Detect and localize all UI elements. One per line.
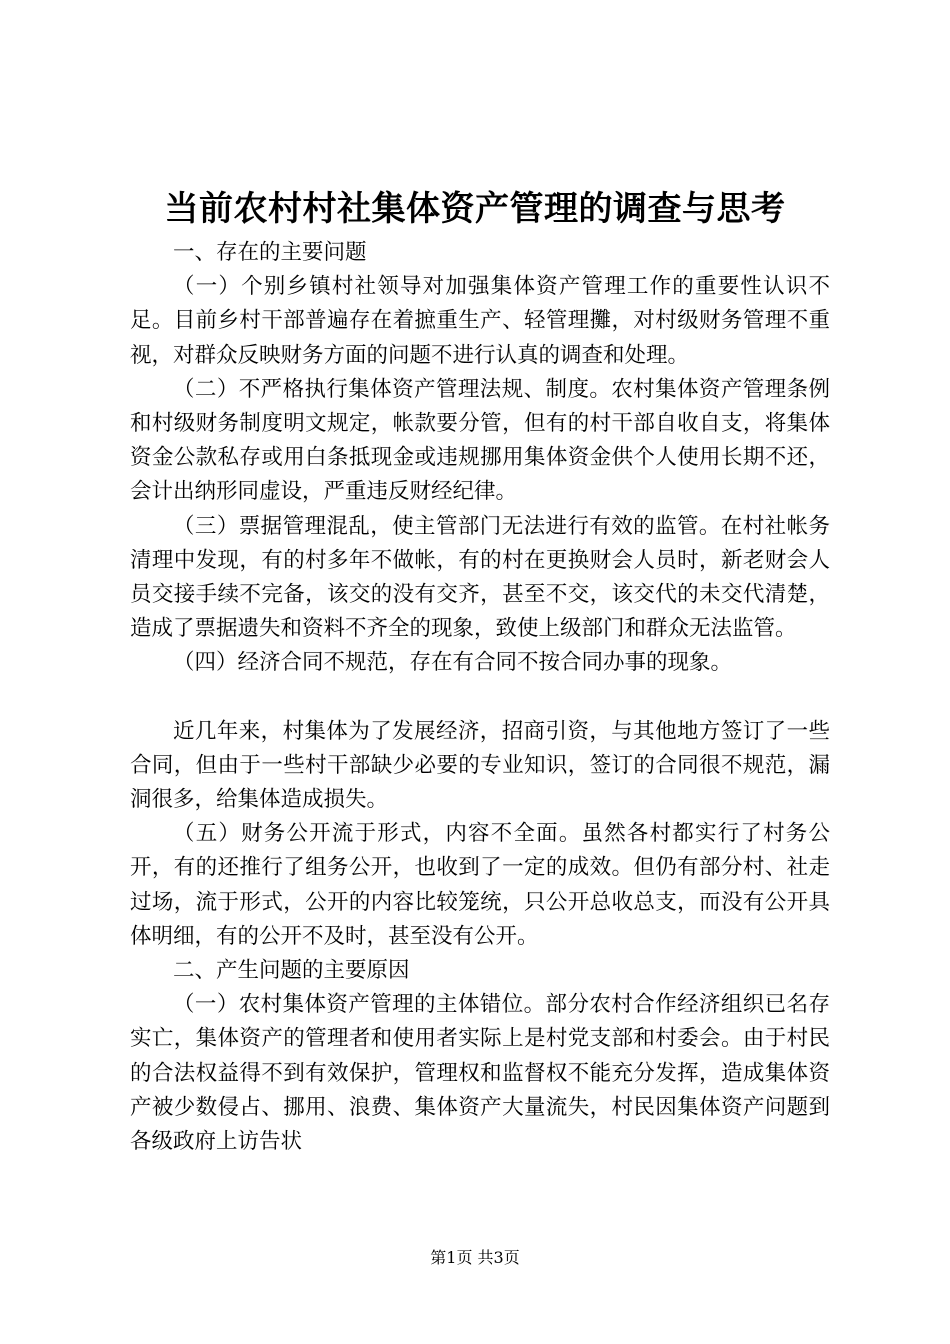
section-heading: 二、产生问题的主要原因 (173, 958, 410, 984)
page-number-footer: 第1页 共3页 (430, 1248, 520, 1267)
paragraph: （四）经济合同不规范，存在有合同不按合同办事的现象。 (173, 650, 733, 676)
paragraph: （一）个别乡镇村社领导对加强集体资产管理工作的重要性认识不足。目前乡村干部普遍存在着摭重生产、轻管理攤，对村级财务管理不重视，对群众反映财务方面的问题不进行认真的调查和处理。 (130, 274, 830, 368)
section-heading: 一、存在的主要问题 (173, 240, 367, 265)
paragraph: 近几年来，村集体为了发展经济，招商引资，与其他地方签订了一些合同，但由于一些村干部缺少必要的专业知识，签订的合同很不规范，漏洞很多，给集体造成损失。 (130, 718, 830, 813)
paragraph: （五）财务公开流于形式，内容不全面。虽然各村都实行了村务公开，有的还推行了组务公开，也收到了一定的成效。但仍有部分村、社走过场，流于形式，公开的内容比较笼统，只公开总收总支，而没有公开具体明细，有的公开不及时，甚至没有公开。 (130, 821, 830, 949)
paragraph: （三）票据管理混乱，使主管部门无法进行有效的监管。在村社帐务清理中发现，有的村多年不做帐，有的村在更换财会人员时，新老财会人员交接手续不完备，该交的没有交齐，甚至不交，该交代的未交代清楚，造成了票据遗失和资料不齐全的现象，致使上级部门和群众无法监管。 (130, 513, 830, 642)
document-body (130, 236, 830, 1159)
paragraph: （二）不严格执行集体资产管理法规、制度。农村集体资产管理条例和村级财务制度明文规定，帐款要分管，但有的村干部自收自支，将集体资金公款私存或用白条抵现金或违规挪用集体资金供个人使用长期不还，会计出纳形同虚设，严重违反财经纪律。 (130, 376, 830, 505)
paragraph: （一）农村集体资产管理的主体错位。部分农村合作经济组织已名存实亡，集体资产的管理者和使用者实际上是村党支部和村委会。由于村民的合法权益得不到有效保护，管理权和监督权不能充分发挥，造成集体资产被少数侵占、挪用、浪费、集体资产大量流失，村民因集体资产问题到各级政府上访告状 (130, 992, 830, 1155)
document-title: 当前农村村社集体资产管理的调查与思考 (164, 189, 786, 229)
